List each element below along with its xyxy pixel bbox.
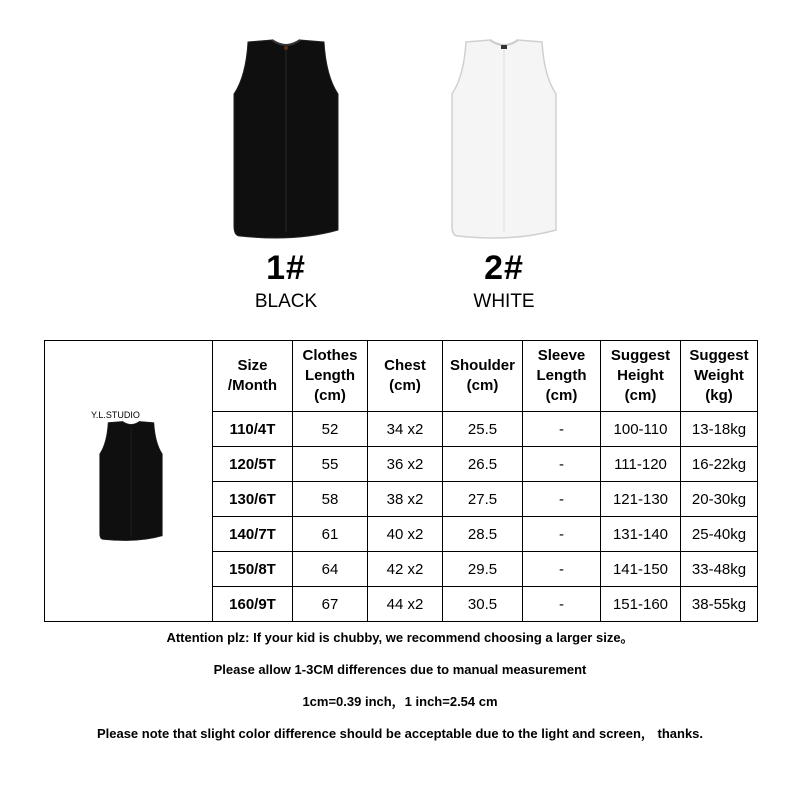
weight-cell: 13-18kg (681, 412, 758, 447)
height-cell: 141-150 (601, 552, 681, 587)
shoulder-cell: 27.5 (443, 482, 523, 517)
size-cell: 110/4T (213, 412, 293, 447)
size-cell: 120/5T (213, 447, 293, 482)
height-cell: 131-140 (601, 517, 681, 552)
sleeve-cell: - (523, 412, 601, 447)
size-cell: 140/7T (213, 517, 293, 552)
brand-label: Y.L.STUDIO (91, 410, 140, 420)
length-cell: 52 (293, 412, 368, 447)
product-number: 1# (266, 249, 306, 287)
product-number: 2# (484, 249, 524, 287)
shoulder-cell: 25.5 (443, 412, 523, 447)
chest-cell: 38 x2 (368, 482, 443, 517)
product-photo-cell (45, 341, 213, 622)
conversion-note: 1cm=0.39 inch，1 inch=2.54 cm (302, 694, 498, 709)
header-suggest-weight: Suggest Weight (kg) (681, 341, 758, 412)
tank-top-thumbnail (87, 419, 175, 543)
height-cell: 151-160 (601, 587, 681, 622)
weight-cell: 25-40kg (681, 517, 758, 552)
length-cell: 55 (293, 447, 368, 482)
weight-cell: 33-48kg (681, 552, 758, 587)
product-color: WHITE (473, 291, 535, 312)
header-suggest-height: Suggest Height (cm) (601, 341, 681, 412)
sleeve-cell: - (523, 517, 601, 552)
shoulder-cell: 30.5 (443, 587, 523, 622)
chest-cell: 44 x2 (368, 587, 443, 622)
measurement-note: Please allow 1-3CM differences due to manual measurement (213, 662, 587, 677)
size-cell: 150/8T (213, 552, 293, 587)
size-cell: 160/9T (213, 587, 293, 622)
chest-cell: 36 x2 (368, 447, 443, 482)
weight-cell: 38-55kg (681, 587, 758, 622)
header-chest: Chest (cm) (368, 341, 443, 412)
chest-cell: 42 x2 (368, 552, 443, 587)
black-tank-top-image (216, 36, 356, 242)
shoulder-cell: 28.5 (443, 517, 523, 552)
chest-cell: 34 x2 (368, 412, 443, 447)
product-white (414, 36, 594, 314)
color-note: Please note that slight color difference should be acceptable due to the light and screen， thanks. (96, 726, 704, 741)
size-chart-table (44, 340, 758, 622)
sleeve-cell: - (523, 552, 601, 587)
weight-cell: 16-22kg (681, 447, 758, 482)
header-row (45, 341, 758, 412)
length-cell: 58 (293, 482, 368, 517)
length-cell: 64 (293, 552, 368, 587)
sleeve-cell: - (523, 447, 601, 482)
sleeve-cell: - (523, 587, 601, 622)
product-black (196, 36, 376, 314)
height-cell: 100-110 (601, 412, 681, 447)
weight-cell: 20-30kg (681, 482, 758, 517)
shoulder-cell: 29.5 (443, 552, 523, 587)
length-cell: 67 (293, 587, 368, 622)
header-shoulder: Shoulder (cm) (443, 341, 523, 412)
sleeve-cell: - (523, 482, 601, 517)
size-cell: 130/6T (213, 482, 293, 517)
attention-note: Attention plz: If your kid is chubby, we recommend choosing a larger size。 (166, 630, 634, 645)
header-size: Size /Month (213, 341, 293, 412)
length-cell: 61 (293, 517, 368, 552)
height-cell: 121-130 (601, 482, 681, 517)
shoulder-cell: 26.5 (443, 447, 523, 482)
white-tank-top-image (434, 36, 574, 242)
notes-section (0, 630, 800, 758)
header-clothes-length: Clothes Length (cm) (293, 341, 368, 412)
chest-cell: 40 x2 (368, 517, 443, 552)
header-sleeve-length: Sleeve Length (cm) (523, 341, 601, 412)
product-color: BLACK (254, 291, 318, 312)
height-cell: 111-120 (601, 447, 681, 482)
